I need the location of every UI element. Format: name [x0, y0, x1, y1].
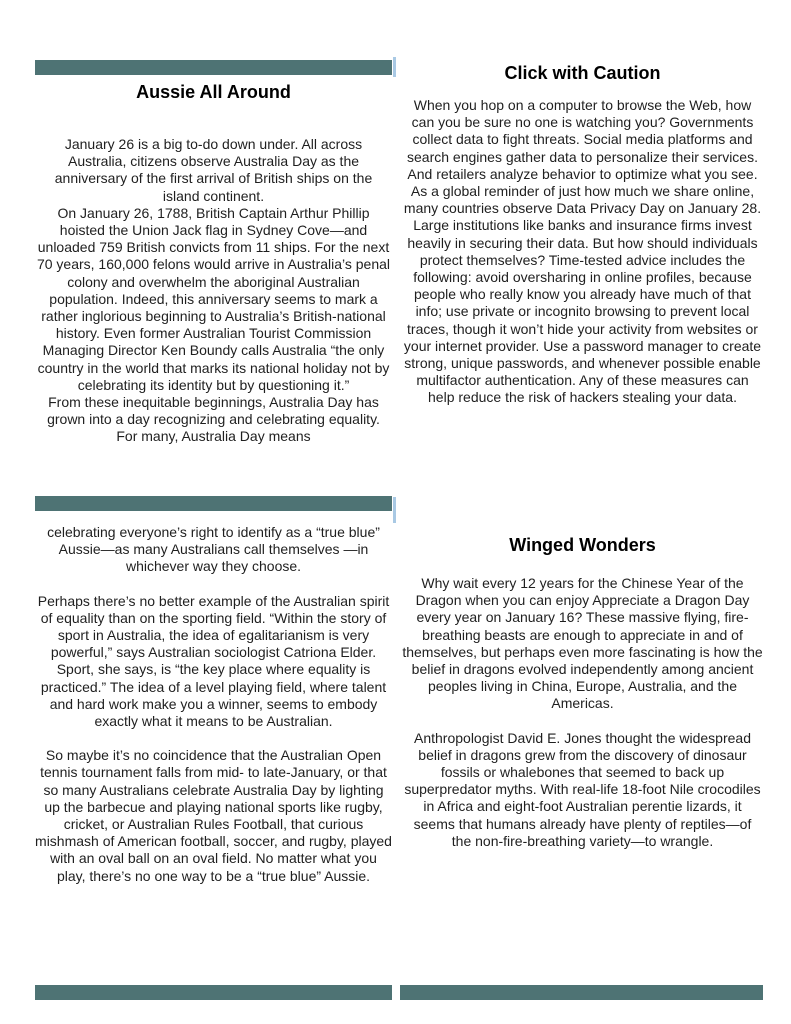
divider-bar-left-top: [35, 60, 392, 75]
textbox-edge-mark-middle: [393, 497, 396, 523]
textbox-edge-mark-top: [393, 57, 396, 77]
paragraph: Perhaps there’s no better example of the Australian spirit of equality than on the sporting field. “Within the story of sport in Australia, the idea of egalitarianism is very powerful,” says Australian sociologist Catriona Elder. Sport, she says, is “the key place where equality is practiced.” The idea of a level playing field, where talent and hard work make you a winner, seems to embody exactly what it means to be Australian.: [37, 592, 390, 730]
divider-bar-left-bottom: [35, 985, 392, 1000]
article-aussie-all-around: [35, 81, 392, 446]
paragraph: From these inequitable beginnings, Australia Day has grown into a day recognizing and celebrating equality. For many, Australia Day means: [47, 394, 380, 445]
paragraph: celebrating everyone’s right to identify as a “true blue” Aussie—as many Australians call themselves —in whichever way they choose.: [47, 524, 380, 575]
paragraph: So maybe it’s no coincidence that the Australian Open tennis tournament falls from mid- to late-January, or that so many Australians celebrate Australia Day by lighting up the barbecue and playing national sports like rugby, cricket, or Australian Rules Football, that curious mishmash of American football, soccer, and rugby, played with an oval ball on an oval field. No matter what you play, there’s no one way to be a “true blue” Aussie.: [35, 747, 392, 884]
article-click-with-caution: [402, 62, 763, 407]
paragraph: Why wait every 12 years for the Chinese Year of the Dragon when you can enjoy Appreciate a Dragon Day every year on January 16? These massive flying, fire-breathing beasts are enough to appreciate in and of themselves, but perhaps even more fascinating is how the belief in dragons evolved independently among ancient peoples living in China, Europe, Australia, and the Americas.: [402, 575, 763, 712]
paragraph: Anthropologist David E. Jones thought the widespread belief in dragons grew from the discovery of dinosaur fossils or whalebones that seemed to back up superpredator myths. With real-life 18-foot Nile crocodiles in Africa and eight-foot Australian perentie lizards, it seems that humans already have plenty of reptiles—of the non-fire-breathing variety—to wrangle.: [404, 729, 761, 849]
paragraph: Large institutions like banks and insurance firms invest heavily in securing their data. But how should individuals protect themselves? Time-tested advice includes the following: avoid oversharing in online profiles, because people who really know you already have much of that info; use private or incognito browsing to prevent local traces, though it won’t hide your activity from websites or your internet provider. Use a password manager to create strong, unique passwords, and whenever possible enable multifactor authentication. Any of these measures can help reduce the risk of hackers stealing your data.: [403, 217, 762, 406]
article-title: Winged Wonders: [509, 535, 656, 555]
article-title: Click with Caution: [504, 63, 661, 83]
article-title: Aussie All Around: [136, 82, 291, 102]
divider-bar-right-bottom: [400, 985, 763, 1000]
paragraph: On January 26, 1788, British Captain Arthur Phillip hoisted the Union Jack flag in Sydney Cove—and unloaded 759 British convicts from 11 ships. For the next 70 years, 160,000 felons would arrive in Australia’s penal colony and overwhelm the aboriginal Australian population. Indeed, this anniversary seems to mark a rather inglorious beginning to Australia’s British-national history. Even former Australian Tourist Commission Managing Director Ken Boundy calls Australia “the only country in the world that marks its national holiday not by celebrating its identity but by questioning it.”: [36, 204, 391, 393]
article-winged-wonders: [402, 534, 763, 850]
divider-bar-left-middle: [35, 496, 392, 511]
paragraph: When you hop on a computer to browse the Web, how can you be sure no one is watching you? Governments collect data to fight threats. Social media platforms and search engines gather data to personalize their services. And retailers analyze behavior to optimize what you see. As a global reminder of just how much we share online, many countries observe Data Privacy Day on January 28.: [403, 97, 762, 217]
paragraph: January 26 is a big to-do down under. All across Australia, citizens observe Australia Day as the anniversary of the first arrival of British ships on the island continent.: [54, 136, 373, 204]
article-aussie-continuation: [35, 524, 392, 885]
